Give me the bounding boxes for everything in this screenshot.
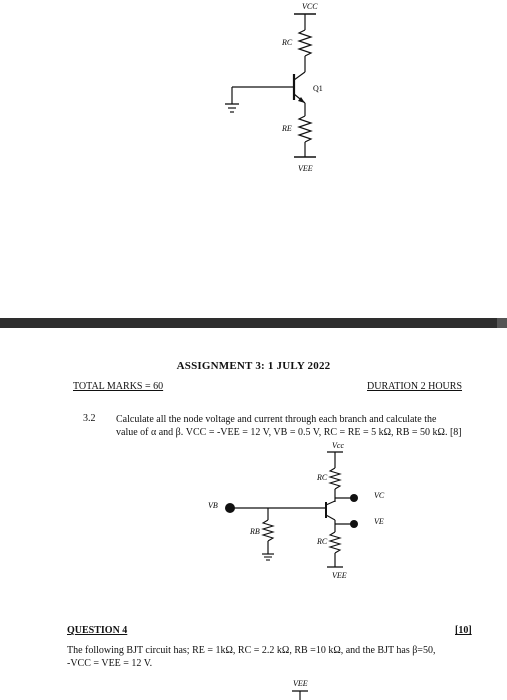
q1-label: Q1 (313, 84, 323, 93)
question-3-2-line2: value of α and β. VCC = -VEE = 12 V, VB = 0.5 V, RC = RE = 5 kΩ, RB = 50 kΩ. [8] (116, 427, 462, 438)
vc-label: VC (374, 491, 385, 500)
question-4-text (67, 644, 487, 670)
mid-rb-resistor (263, 520, 273, 541)
total-marks: TOTAL MARKS = 60 (73, 381, 164, 392)
mid-vcc-label: Vcc (332, 441, 344, 450)
question-3-2-text (116, 413, 481, 439)
assignment-title: ASSIGNMENT 3: 1 JULY 2022 (176, 360, 331, 372)
question-3-2-line1: Calculate all the node voltage and current through each branch and calculate the (116, 414, 437, 425)
question-4-marks: [10] (455, 625, 472, 636)
duration: DURATION 2 HOURS (367, 381, 463, 392)
re-label: RE (282, 124, 292, 133)
rc-resistor (299, 30, 311, 56)
mid-circuit-diagram (0, 440, 507, 590)
top-circuit-diagram (0, 0, 507, 318)
page-divider (0, 318, 507, 328)
rc-label: RC (282, 38, 293, 47)
question-3-2-number: 3.2 (83, 413, 96, 424)
mid-re-label: RC (317, 537, 328, 546)
ve-label: VE (374, 517, 384, 526)
ve-node (350, 520, 358, 528)
rb-label: RB (250, 527, 260, 536)
vcc-label: VCC (302, 2, 318, 11)
mid-rc-label: RC (317, 473, 328, 482)
bottom-vee-label: VEE (293, 679, 308, 688)
page-divider-end (497, 318, 507, 328)
mid-vee-label: VEE (332, 571, 347, 580)
question-4-line2: -VCC = VEE = 12 V. (67, 658, 153, 669)
question-4-line1: The following BJT circuit has; RE = 1kΩ, RC = 2.2 kΩ, RB =10 kΩ, and the BJT has β=50, (67, 645, 436, 656)
vb-label: VB (208, 501, 218, 510)
top-circuit-area (0, 0, 507, 318)
mid-rc-resistor (330, 468, 340, 489)
vee-label: VEE (298, 164, 313, 173)
mid-re-resistor (330, 532, 340, 553)
bottom-circuit-fragment (280, 676, 320, 700)
question-4-label: QUESTION 4 (67, 625, 128, 636)
re-resistor (299, 116, 311, 142)
